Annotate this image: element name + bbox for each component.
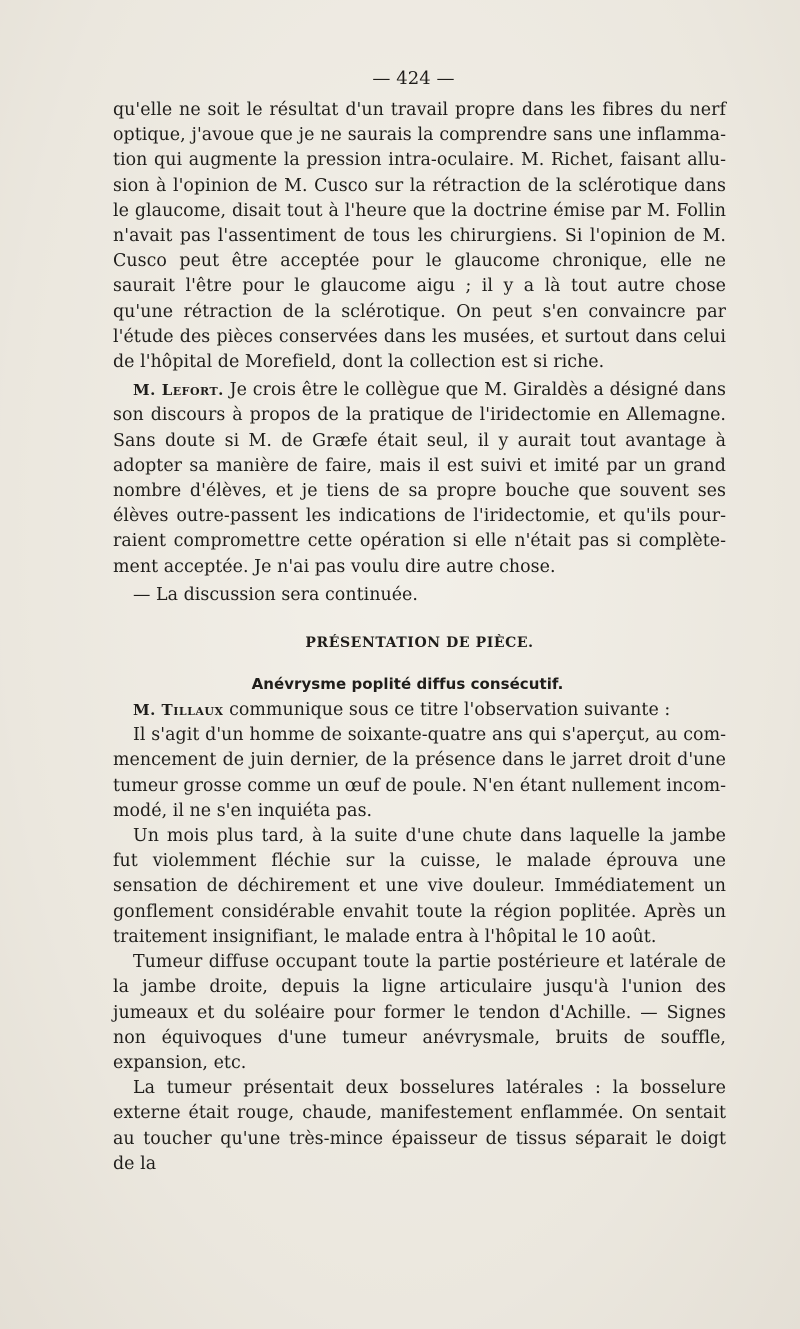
section-title: PRÉSENTATION DE PIÈCE. (305, 635, 534, 652)
speaker-tillaux: M. Tillaux (133, 701, 224, 720)
paragraph-tumour-description: Tumeur diffuse occupant toute la partie postérieure et latérale de la jambe droite, depuis la ligne articulaire jusqu'à l'union des jumeaux et du soléaire pour former le tendon d'Achille. — Signes non équivoques d'une tumeur anévrysmale, bruits de souffle, expansion, etc. (113, 952, 726, 1073)
page-number: — 424 — (372, 68, 455, 89)
paragraph-lefort (113, 378, 726, 580)
speaker-lefort: M. Lefort. (133, 381, 224, 400)
lefort-text: Je crois être le collègue que M. Giraldès a désigné dans son discours à propos de la pratique de l'iridectomie en Allemagne. Sans doute si M. de Græfe était seul, il y aurait tout avantage à adopter sa manière de faire, mais il est suivi et imité par un grand nombre d'élèves, et je tiens de sa propre bouche que souvent ses élèves outre-passent les indications de l'iridectomie, et qu'ils pourraient compromettre cette opération si elle n'était pas si complètement acceptée. Je n'ai pas voulu dire autre chose. (113, 380, 727, 577)
paragraph-case-intro: Il s'agit d'un homme de soixante-quatre ans qui s'aperçut, au commencement de juin dernier, de la présence dans le jarret droit d'une tumeur grosse comme un œuf de poule. N'en étant nullement incommodé, il ne s'en inquiéta pas. (113, 725, 726, 821)
page-text (113, 60, 726, 1177)
paragraph-continuation: qu'elle ne soit le résultat d'un travail propre dans les fibres du nerf optique, j'avoue que je ne saurais la comprendre sans une inflammation qui augmente la pression intra-oculaire. M. Richet, faisant allusion à l'opinion de M. Cusco sur la rétraction de la sclérotique dans le glaucome, disait tout à l'heure que la doctrine émise par M. Follin n'avait pas l'assentiment de tous les chirurgiens. Si l'opinion de M. Cusco peut être acceptée pour le glaucome chronique, elle ne saurait l'être pour le glaucome aigu ; il y a là tout autre chose qu'une rétraction de la sclérotique. On peut s'en convaincre par l'étude des pièces conservées dans les musées, et surtout dans celui de l'hôpital de Morefield, dont la collection est si riche. (113, 100, 726, 373)
tillaux-text: communique sous ce titre l'observation suivante : (223, 700, 671, 721)
paragraph-case-fall: Un mois plus tard, à la suite d'une chute dans laquelle la jambe fut violemment fléchie sur la cuisse, le malade éprouva une sensation de déchirement et une vive douleur. Immédiatement un gonflement considérable envahit toute la région poplitée. Après un traitement insignifiant, le malade entra à l'hôpital le 10 août. (113, 826, 726, 947)
paragraph-bosselures: La tumeur présentait deux bosselures latérales : la bosselure externe était rouge, chaude, manifestement enflammée. On sentait au toucher qu'une très-mince épaisseur de tissus séparait le doigt de la (113, 1078, 726, 1174)
paragraph-discussion-continued: — La discussion sera continuée. (133, 584, 418, 605)
sub-title: Anévrysme poplité diffus consécutif. (251, 675, 564, 694)
paragraph-tillaux (113, 698, 726, 723)
